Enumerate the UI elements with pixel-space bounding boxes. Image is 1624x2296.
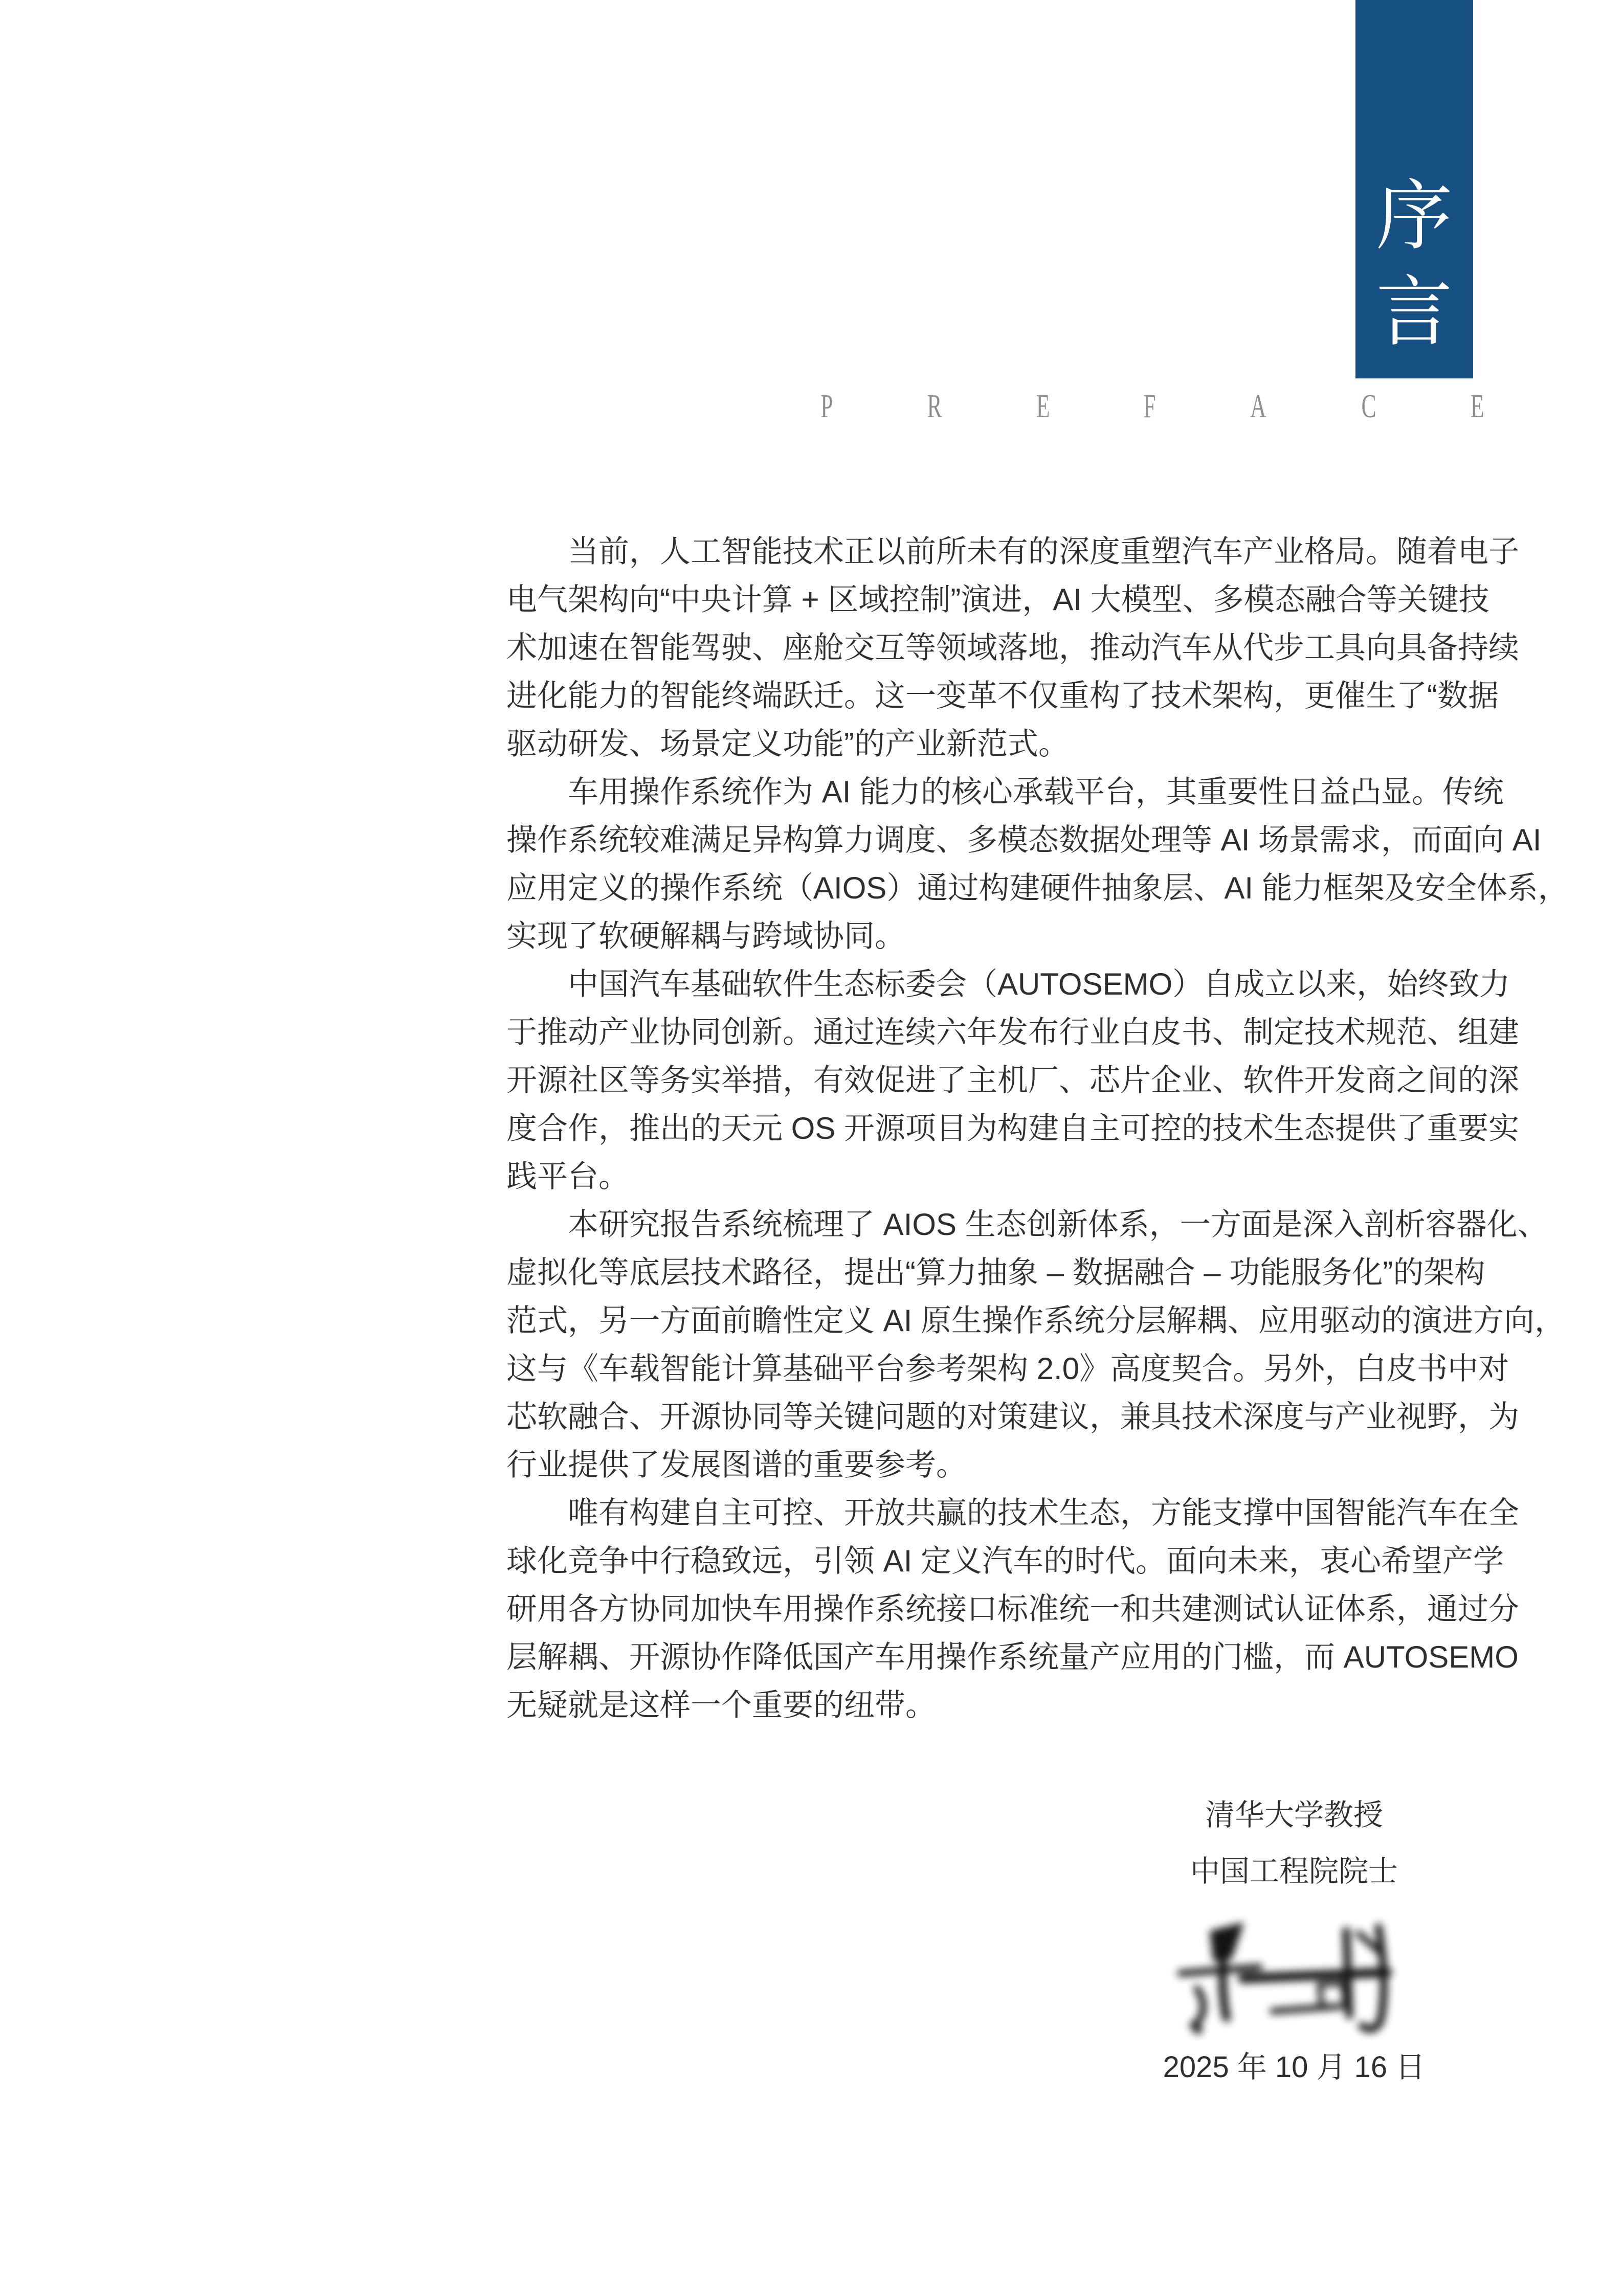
- author-title-professor: 清华大学教授: [1205, 1798, 1383, 1832]
- preface-banner: [1355, 0, 1473, 378]
- text-line: 研用各方协同加快车用操作系统接口标准统一和共建测试认证体系，通过分: [506, 1592, 1519, 1626]
- text-line: 这与《车载智能计算基础平台参考架构 2.0》高度契合。另外，白皮书中对: [506, 1352, 1509, 1386]
- text-line: 实现了软硬解耦与跨域协同。: [506, 919, 905, 953]
- text-line: 车用操作系统作为 AI 能力的核心承载平台，其重要性日益凸显。传统: [568, 775, 1504, 809]
- text-line: 行业提供了发展图谱的重要参考。: [506, 1448, 967, 1482]
- text-line: 芯软融合、开源协同等关键问题的对策建议，兼具技术深度与产业视野，为: [506, 1400, 1519, 1434]
- author-title-academician: 中国工程院院士: [1190, 1855, 1398, 1888]
- text-line: 进化能力的智能终端跃迁。这一变革不仅重构了技术架构，更催生了“数据: [506, 679, 1499, 713]
- text-line: 度合作，推出的天元 OS 开源项目为构建自主可控的技术生态提供了重要实: [506, 1111, 1520, 1145]
- preface-letter-r: R: [927, 388, 942, 425]
- text-line: 践平台。: [506, 1159, 629, 1194]
- paragraph-2: [506, 768, 1569, 960]
- text-line: 术加速在智能驾驶、座舱交互等领域落地，推动汽车从代步工具向具备持续: [506, 631, 1519, 665]
- paragraph-5: [506, 1489, 1519, 1729]
- preface-letter-a: A: [1250, 388, 1266, 425]
- preface-letter-f: F: [1143, 388, 1156, 425]
- signature-block: [1113, 1787, 1476, 2083]
- paragraph-1: [506, 528, 1519, 768]
- text-line: 中国汽车基础软件生态标委会（AUTOSEMO）自成立以来，始终致力: [568, 967, 1510, 1001]
- text-line: 球化竞争中行稳致远，引领 AI 定义汽车的时代。面向未来，衷心希望产学: [506, 1544, 1504, 1578]
- signature-date: 2025 年 10 月 16 日: [1163, 2051, 1426, 2084]
- preface-letter-p: P: [820, 388, 833, 425]
- paragraph-3: [506, 960, 1520, 1201]
- signature-image: [1166, 1913, 1422, 2041]
- text-line: 当前，人工智能技术正以前所未有的深度重塑汽车产业格局。随着电子: [568, 534, 1519, 569]
- text-line: 于推动产业协同创新。通过连续六年发布行业白皮书、制定技术规范、组建: [506, 1015, 1519, 1049]
- text-line: 开源社区等务实举措，有效促进了主机厂、芯片企业、软件开发商之间的深: [506, 1063, 1519, 1097]
- preface-heading: [817, 390, 1487, 423]
- banner-char-xu: 序: [1375, 173, 1453, 259]
- text-line: 应用定义的操作系统（AIOS）通过构建硬件抽象层、AI 能力框架及安全体系，: [506, 871, 1569, 905]
- text-line: 驱动研发、场景定义功能”的产业新范式。: [506, 727, 1069, 761]
- preface-letter-e1: E: [1036, 388, 1050, 425]
- text-line: 虚拟化等底层技术路径，提出“算力抽象 – 数据融合 – 功能服务化”的架构: [506, 1255, 1485, 1290]
- preface-letter-c: C: [1361, 388, 1376, 425]
- text-line: 无疑就是这样一个重要的纽带。: [506, 1688, 936, 1722]
- banner-char-yan: 言: [1375, 269, 1453, 355]
- text-line: 电气架构向“中央计算 + 区域控制”演进，AI 大模型、多模态融合等关键技: [506, 582, 1489, 617]
- text-line: 范式，另一方面前瞻性定义 AI 原生操作系统分层解耦、应用驱动的演进方向，: [506, 1303, 1566, 1338]
- paragraph-4: [506, 1201, 1566, 1489]
- text-line: 唯有构建自主可控、开放共赢的技术生态，方能支撑中国智能汽车在全: [568, 1496, 1519, 1530]
- preface-body: [506, 528, 1569, 1729]
- preface-letter-e2: E: [1470, 388, 1484, 425]
- text-line: 层解耦、开源协作降低国产车用操作系统量产应用的门槛，而 AUTOSEMO: [506, 1640, 1519, 1674]
- text-line: 操作系统较难满足异构算力调度、多模态数据处理等 AI 场景需求，而面向 AI: [506, 823, 1542, 857]
- text-line: 本研究报告系统梳理了 AIOS 生态创新体系，一方面是深入剖析容器化、: [568, 1207, 1548, 1242]
